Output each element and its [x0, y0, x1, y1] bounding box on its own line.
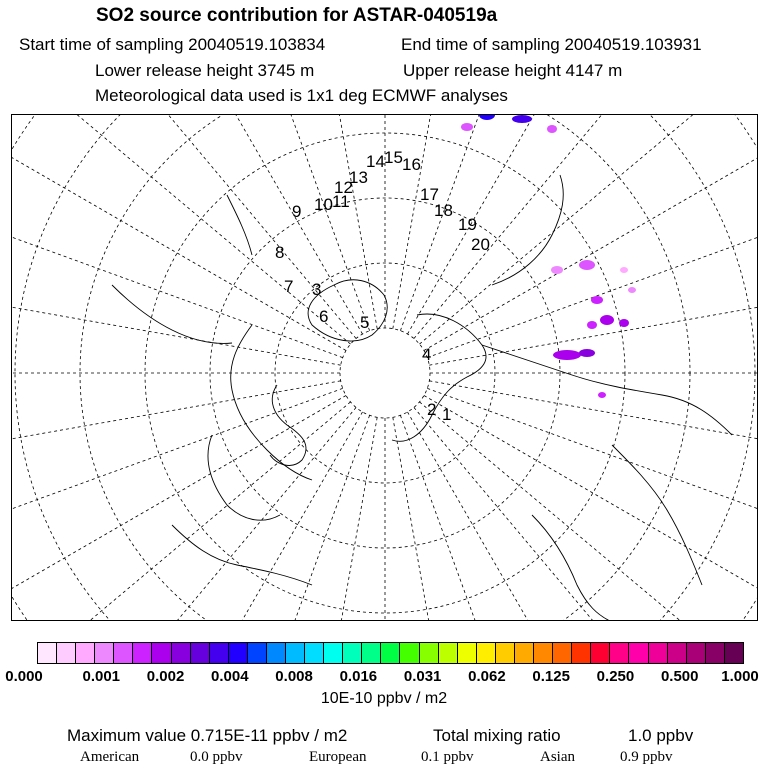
trajectory-label: 14: [366, 152, 385, 171]
colorbar-swatch: [381, 643, 400, 663]
trajectory-label: 13: [349, 168, 368, 187]
american-label: American: [80, 749, 140, 765]
colorbar-swatch: [439, 643, 458, 663]
meridian-line: [146, 415, 370, 621]
meridian-line: [427, 388, 758, 612]
european-label: European: [309, 749, 367, 765]
start-time-label: Start time of sampling 20040519.103834: [19, 35, 326, 54]
colorbar-swatch: [172, 643, 191, 663]
meridian-line: [419, 402, 758, 621]
total-mixing-label: Total mixing ratio: [433, 726, 561, 745]
meridian-line: [146, 115, 370, 331]
meridian-line: [35, 412, 363, 621]
colorbar-swatch: [515, 643, 534, 663]
trajectory-label: 18: [434, 201, 453, 220]
colorbar: [37, 642, 744, 664]
coast-pacific-asia: [612, 445, 702, 585]
colorbar-swatch: [267, 643, 286, 663]
colorbar-swatch: [229, 643, 248, 663]
plume-patch: [579, 260, 595, 270]
colorbar-tick-label: 0.002: [146, 668, 185, 685]
colorbar-tick-label: 0.062: [468, 668, 506, 685]
colorbar-tick-label: 0.016: [339, 668, 378, 685]
plume-patch: [587, 321, 597, 329]
colorbar-tick-label: 0.031: [403, 668, 442, 685]
upper-height-label: Upper release height 4147 m: [403, 61, 623, 80]
coast-east-asia: [532, 515, 612, 621]
trajectory-label: 15: [384, 148, 403, 167]
colorbar-swatch: [477, 643, 496, 663]
plume-patch: [600, 315, 614, 325]
meridian-line: [400, 415, 624, 621]
colorbar-swatch: [572, 643, 591, 663]
plume-patch: [628, 287, 636, 293]
colorbar-swatch: [76, 643, 95, 663]
colorbar-swatch: [324, 643, 343, 663]
coast-west-greenland: [227, 195, 252, 255]
colorbar-swatch: [114, 643, 133, 663]
american-value: 0.0 ppbv: [190, 749, 243, 765]
colorbar-swatch: [496, 643, 515, 663]
trajectory-label: 12: [334, 178, 353, 197]
colorbar-swatch: [725, 643, 743, 663]
trajectory-label: 7: [284, 277, 294, 296]
colorbar-swatch: [629, 643, 648, 663]
latitude-circle: [340, 328, 430, 418]
trajectory-label: 5: [360, 313, 370, 332]
colorbar-swatch: [191, 643, 210, 663]
meridian-line: [12, 115, 351, 344]
meridian-line: [12, 134, 343, 358]
trajectory-label: 11: [332, 192, 350, 211]
trajectory-label: 17: [420, 185, 439, 204]
colorbar-swatch: [343, 643, 362, 663]
trajectory-label: 10: [314, 195, 333, 214]
plume-patch: [461, 123, 473, 131]
colorbar-swatch: [286, 643, 305, 663]
meridian-line: [393, 417, 507, 621]
plume-patch: [479, 115, 495, 120]
meridian-line: [12, 396, 346, 622]
meridian-line: [429, 251, 758, 365]
trajectory-label: 19: [458, 215, 477, 234]
colorbar-tick-label: 1.000: [721, 668, 759, 685]
trajectory-label: 8: [275, 243, 285, 262]
meridian-line: [12, 388, 343, 612]
plume-patch: [579, 349, 595, 357]
colorbar-swatch: [420, 643, 439, 663]
plume-patch: [619, 319, 629, 327]
colorbar-swatch: [668, 643, 687, 663]
colorbar-swatch: [57, 643, 76, 663]
colorbar-swatch: [248, 643, 267, 663]
colorbar-swatch: [610, 643, 629, 663]
plume-patch: [512, 115, 532, 123]
meridian-line: [414, 407, 758, 621]
meridian-line: [408, 412, 736, 621]
colorbar-swatch: [305, 643, 324, 663]
colorbar-swatch: [400, 643, 419, 663]
meridian-line: [400, 115, 624, 331]
colorbar-swatch: [38, 643, 57, 663]
coast-eurasia-north: [392, 314, 486, 441]
colorbar-tick-label: 0.000: [5, 668, 43, 685]
end-time-label: End time of sampling 20040519.103931: [401, 35, 702, 54]
met-data-label: Meteorological data used is 1x1 deg ECMWF analyses: [95, 86, 508, 105]
colorbar-tick-label: 0.008: [275, 668, 313, 685]
plume-patch: [551, 266, 563, 274]
plume-patch: [547, 125, 557, 133]
colorbar-swatch: [706, 643, 725, 663]
colorbar-swatch: [458, 643, 477, 663]
coast-siberia: [482, 345, 732, 435]
trajectory-label: 9: [292, 202, 302, 221]
colorbar-swatch: [95, 643, 114, 663]
coast-hudson: [208, 435, 280, 520]
trajectory-label: 6: [319, 307, 329, 326]
colorbar-tick-label: 0.500: [660, 668, 699, 685]
colorbar-tick-label: 0.001: [82, 668, 121, 685]
trajectory-label: 4: [422, 345, 432, 364]
coast-scandinavia: [270, 385, 306, 465]
total-mixing-value: 1.0 ppbv: [628, 726, 694, 745]
trajectory-label: 20: [471, 235, 490, 254]
colorbar-swatch: [152, 643, 171, 663]
meridian-line: [12, 381, 341, 495]
plume-patches: [461, 115, 636, 398]
plume-patch: [620, 267, 628, 273]
colorbar-swatch: [553, 643, 572, 663]
meridian-line: [35, 115, 363, 334]
colorbar-swatch: [210, 643, 229, 663]
colorbar-tick-label: 0.004: [211, 668, 249, 685]
colorbar-swatch: [649, 643, 668, 663]
trajectory-label: 1: [442, 405, 452, 424]
map-svg: [12, 115, 758, 621]
lower-height-label: Lower release height 3745 m: [95, 61, 315, 80]
colorbar-swatch: [362, 643, 381, 663]
polar-map: [11, 114, 758, 621]
map-graticule: [12, 115, 758, 621]
colorbar-tick-label: 0.125: [532, 668, 570, 685]
european-value: 0.1 ppbv: [421, 749, 474, 765]
plume-patch: [591, 296, 603, 304]
meridian-line: [263, 417, 377, 621]
asian-label: Asian: [540, 749, 575, 765]
meridian-line: [429, 381, 758, 495]
colorbar-swatch: [534, 643, 553, 663]
meridian-line: [424, 396, 758, 622]
meridian-line: [393, 115, 507, 329]
page-title: SO2 source contribution for ASTAR-040519a: [96, 5, 498, 26]
asian-value: 0.9 ppbv: [620, 749, 673, 765]
plume-patch: [598, 392, 606, 398]
trajectory-label: 16: [402, 155, 421, 174]
colorbar-swatch: [591, 643, 610, 663]
meridian-line: [12, 251, 341, 365]
meridian-line: [408, 115, 736, 334]
colorbar-swatch: [687, 643, 706, 663]
max-value-label: Maximum value 0.715E-11 ppbv / m2: [67, 726, 348, 745]
colorbar-unit: 10E-10 ppbv / m2: [320, 690, 448, 707]
latitude-circle: [210, 198, 560, 548]
colorbar-swatch: [133, 643, 152, 663]
trajectory-label: 2: [427, 400, 437, 419]
colorbar-tick-label: 0.250: [596, 668, 635, 685]
trajectory-label: 3: [312, 280, 322, 299]
plume-patch: [553, 350, 581, 360]
meridian-line: [12, 407, 356, 621]
